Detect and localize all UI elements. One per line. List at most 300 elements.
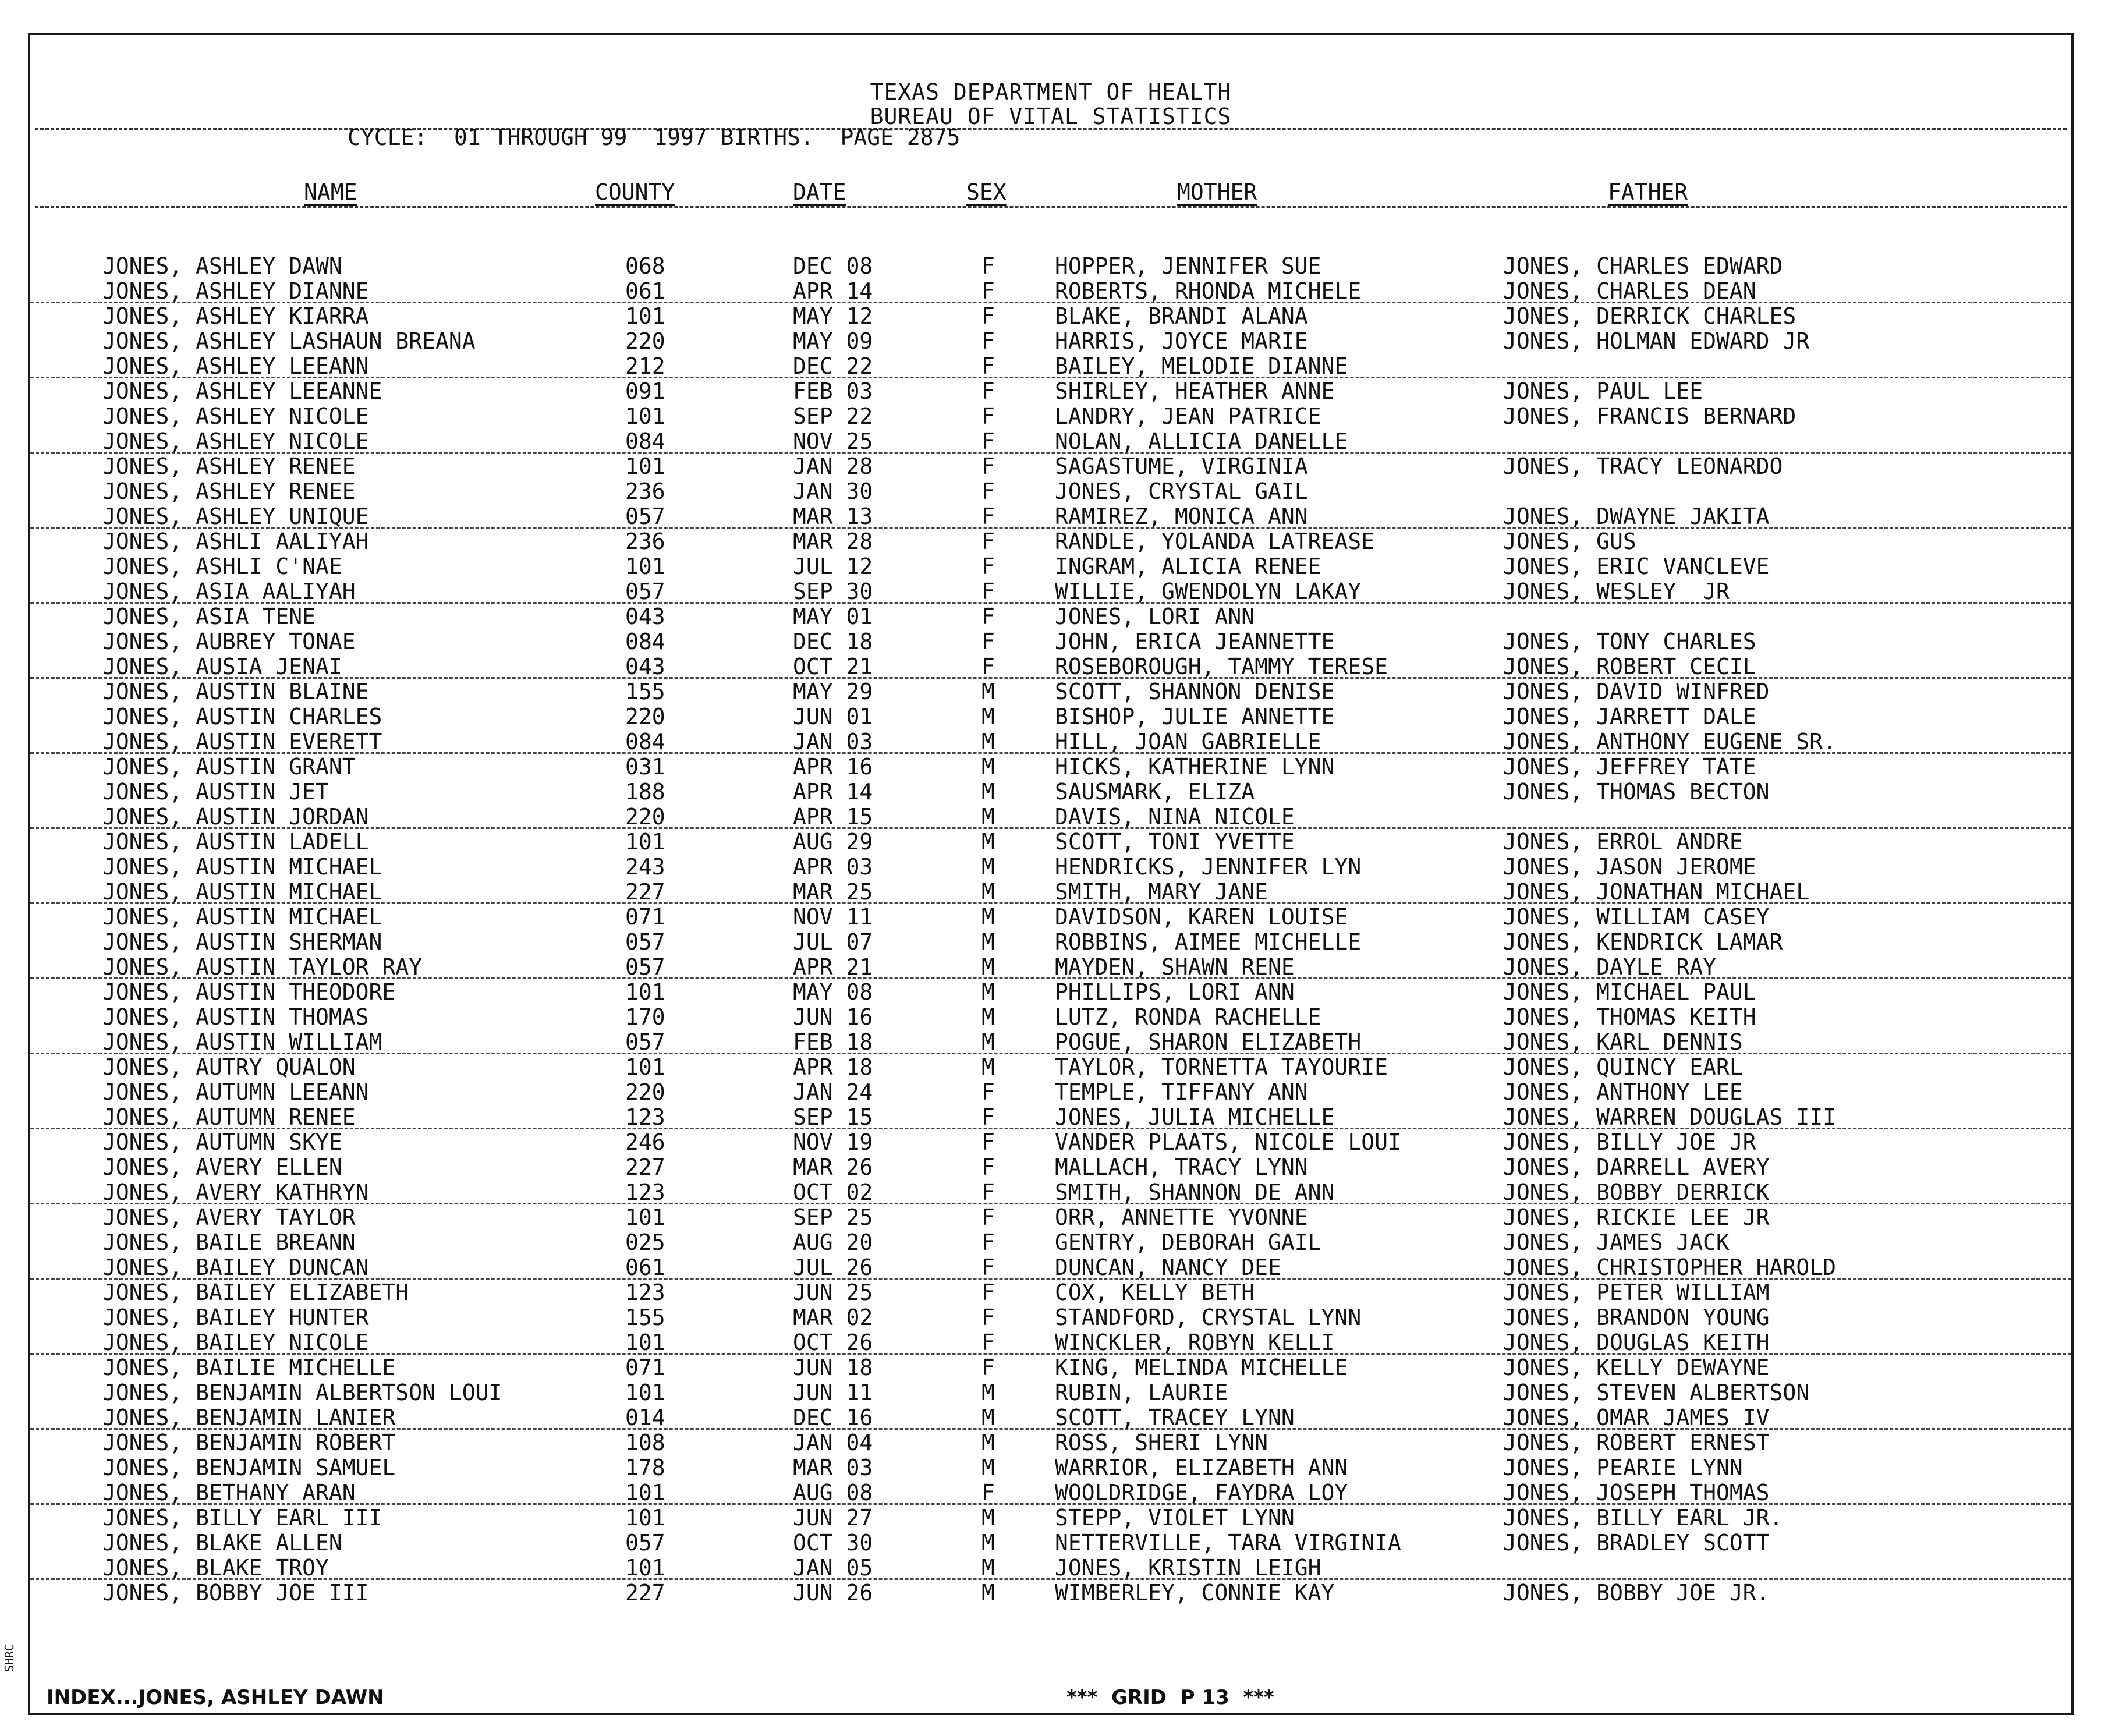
cell-name: JONES, BLAKE TROY [102,1555,329,1581]
cell-father: JONES, WARREN DOUGLAS III [1503,1104,1836,1130]
cell-date: JAN 05 [793,1555,873,1581]
header-divider [35,128,2067,130]
table-row [30,1255,2071,1280]
cell-father: JONES, WESLEY JR [1503,579,1730,604]
table-row [30,1330,2071,1355]
cell-father: JONES, QUINCY EARL [1503,1054,1743,1080]
cell-date: MAR 25 [793,879,873,905]
cell-name: JONES, AUSTIN THOMAS [102,1004,369,1030]
cell-county: 101 [625,303,665,329]
cell-sex: F [981,479,995,504]
cell-father: JONES, RICKIE LEE JR [1503,1204,1770,1230]
cell-name: JONES, ASHLEY LEEANNE [102,378,382,404]
cell-mother: JOHN, ERICA JEANNETTE [1055,629,1335,654]
cell-sex: M [981,879,995,905]
table-row [30,1204,2071,1230]
cell-name: JONES, ASIA TENE [102,604,316,629]
table-row [30,1305,2071,1330]
cell-mother: WOOLDRIDGE, FAYDRA LOY [1055,1480,1348,1505]
cell-father: JONES, KENDRICK LAMAR [1503,929,1783,955]
table-row [30,1505,2071,1530]
cell-sex: F [981,428,995,454]
table-row [30,403,2071,428]
cell-name: JONES, AUSTIN EVERETT [102,729,382,754]
table-row [30,1079,2071,1104]
cell-sex: M [981,1430,995,1455]
cell-mother: MALLACH, TRACY LYNN [1055,1154,1308,1180]
cell-sex: M [981,979,995,1005]
cell-date: OCT 21 [793,654,873,679]
cell-sex: F [981,1305,995,1330]
cell-name: JONES, AUSTIN MICHAEL [102,879,382,905]
table-row [30,529,2071,554]
cell-name: JONES, ASHLEY NICOLE [102,403,369,429]
cell-father: JONES, BRADLEY SCOTT [1503,1530,1770,1556]
cell-sex: F [981,1104,995,1130]
cell-sex: M [981,1555,995,1581]
agency-title: TEXAS DEPARTMENT OF HEALTH [870,79,1232,105]
cell-father: JONES, DWAYNE JAKITA [1503,504,1770,529]
cell-county: 220 [625,804,665,830]
cell-mother: WIMBERLEY, CONNIE KAY [1055,1580,1335,1606]
cell-sex: M [981,854,995,880]
cell-county: 043 [625,654,665,679]
table-row [30,629,2071,654]
cell-father: JONES, THOMAS BECTON [1503,779,1770,805]
table-row [30,1054,2071,1079]
cell-county: 101 [625,1054,665,1080]
cell-sex: F [981,353,995,379]
cell-county: 057 [625,954,665,980]
cell-sex: M [981,1054,995,1080]
cell-county: 101 [625,1505,665,1530]
cell-mother: JONES, CRYSTAL GAIL [1055,479,1308,504]
table-row [30,779,2071,804]
cell-mother: WARRIOR, ELIZABETH ANN [1055,1455,1348,1480]
cell-mother: ORR, ANNETTE YVONNE [1055,1204,1308,1230]
cell-sex: F [981,1230,995,1255]
cell-name: JONES, BLAKE ALLEN [102,1530,342,1556]
table-row [30,979,2071,1004]
cell-mother: JONES, LORI ANN [1055,604,1255,629]
cell-name: JONES, ASHLEY RENEE [102,454,356,479]
cell-county: 071 [625,1355,665,1380]
cell-sex: M [981,1029,995,1055]
column-header-divider [35,206,2067,208]
cycle-line: CYCLE: 01 THROUGH 99 1997 BIRTHS. PAGE 2875 [348,125,961,150]
cell-county: 101 [625,1555,665,1581]
cell-date: AUG 29 [793,829,873,855]
cell-date: DEC 16 [793,1405,873,1430]
cell-father: JONES, JAMES JACK [1503,1230,1730,1255]
cell-mother: SCOTT, TONI YVETTE [1055,829,1295,855]
cell-father: JONES, KELLY DEWAYNE [1503,1355,1770,1380]
cell-name: JONES, BENJAMIN LANIER [102,1405,396,1430]
table-row [30,1004,2071,1029]
cell-mother: JONES, JULIA MICHELLE [1055,1104,1335,1130]
cell-county: 071 [625,904,665,930]
cell-sex: F [981,253,995,279]
cell-mother: ROSS, SHERI LYNN [1055,1430,1268,1455]
cell-date: JUN 11 [793,1380,873,1405]
cell-sex: F [981,604,995,629]
cell-mother: INGRAM, ALICIA RENEE [1055,554,1321,579]
cell-date: FEB 03 [793,378,873,404]
table-row [30,479,2071,504]
table-row [30,454,2071,479]
cell-name: JONES, ASHLI AALIYAH [102,529,369,554]
cell-father: JONES, ROBERT ERNEST [1503,1430,1770,1455]
cell-county: 123 [625,1179,665,1205]
cell-sex: M [981,1405,995,1430]
cell-county: 057 [625,1029,665,1055]
cell-date: SEP 15 [793,1104,873,1130]
cell-sex: F [981,303,995,329]
cell-name: JONES, AVERY TAYLOR [102,1204,356,1230]
cell-mother: POGUE, SHARON ELIZABETH [1055,1029,1362,1055]
register-page [28,33,2074,1715]
cell-date: APR 21 [793,954,873,980]
cell-father: JONES, BRANDON YOUNG [1503,1305,1770,1330]
cell-county: 123 [625,1280,665,1305]
col-father-header: FATHER [1608,179,1688,205]
cell-county: 246 [625,1129,665,1155]
cell-mother: SAGASTUME, VIRGINIA [1055,454,1308,479]
cell-name: JONES, BENJAMIN ALBERTSON LOUI [102,1380,502,1405]
table-row [30,829,2071,854]
cell-mother: SMITH, MARY JANE [1055,879,1268,905]
cell-sex: F [981,1154,995,1180]
cell-sex: F [981,328,995,354]
cell-sex: M [981,704,995,729]
cell-name: JONES, AUSTIN SHERMAN [102,929,382,955]
cell-mother: STEPP, VIOLET LYNN [1055,1505,1295,1530]
cell-father: JONES, PEARIE LYNN [1503,1455,1743,1480]
cell-mother: ROBBINS, AIMEE MICHELLE [1055,929,1362,955]
cell-father: JONES, PETER WILLIAM [1503,1280,1770,1305]
cell-mother: HARRIS, JOYCE MARIE [1055,328,1308,354]
cell-father: JONES, PAUL LEE [1503,378,1703,404]
cell-date: SEP 30 [793,579,873,604]
table-row [30,1430,2071,1455]
table-row [30,879,2071,904]
cell-date: APR 15 [793,804,873,830]
cell-mother: STANDFORD, CRYSTAL LYNN [1055,1305,1362,1330]
cell-county: 101 [625,1330,665,1355]
table-row [30,1230,2071,1255]
table-row [30,729,2071,754]
cell-county: 101 [625,403,665,429]
cell-father: JONES, ANTHONY LEE [1503,1079,1743,1105]
cell-county: 155 [625,679,665,704]
cell-sex: F [981,629,995,654]
cell-date: JUL 07 [793,929,873,955]
cell-county: 084 [625,629,665,654]
table-row [30,1530,2071,1555]
table-row [30,1480,2071,1505]
cell-county: 170 [625,1004,665,1030]
cell-date: APR 03 [793,854,873,880]
table-row [30,1555,2071,1580]
cell-sex: M [981,729,995,754]
cell-name: JONES, BETHANY ARAN [102,1480,356,1505]
cell-name: JONES, ASHLEY UNIQUE [102,504,369,529]
cell-father: JONES, ERROL ANDRE [1503,829,1743,855]
cell-sex: F [981,1355,995,1380]
cell-name: JONES, AVERY ELLEN [102,1154,342,1180]
cell-sex: M [981,929,995,955]
table-row [30,504,2071,529]
cell-mother: SAUSMARK, ELIZA [1055,779,1255,805]
cell-sex: F [981,278,995,304]
cell-mother: COX, KELLY BETH [1055,1280,1255,1305]
table-row [30,1380,2071,1405]
cell-mother: HOPPER, JENNIFER SUE [1055,253,1321,279]
cell-date: NOV 11 [793,904,873,930]
cell-mother: WILLIE, GWENDOLYN LAKAY [1055,579,1362,604]
cell-sex: F [981,454,995,479]
cell-mother: HILL, JOAN GABRIELLE [1055,729,1321,754]
col-date-header: DATE [793,179,846,205]
cell-mother: HENDRICKS, JENNIFER LYN [1055,854,1362,880]
cell-county: 227 [625,879,665,905]
cell-mother: MAYDEN, SHAWN RENE [1055,954,1295,980]
cell-father: JONES, KARL DENNIS [1503,1029,1743,1055]
cell-sex: F [981,554,995,579]
cell-father: JONES, TONY CHARLES [1503,629,1756,654]
cell-county: 188 [625,779,665,805]
cell-date: AUG 08 [793,1480,873,1505]
cell-county: 227 [625,1580,665,1606]
cell-date: JUN 01 [793,704,873,729]
cell-mother: LANDRY, JEAN PATRICE [1055,403,1321,429]
cell-name: JONES, AUTUMN SKYE [102,1129,342,1155]
cell-father: JONES, THOMAS KEITH [1503,1004,1756,1030]
cell-name: JONES, AUSTIN JORDAN [102,804,369,830]
cell-name: JONES, AUSTIN TAYLOR RAY [102,954,423,980]
cell-county: 236 [625,529,665,554]
table-row [30,1029,2071,1054]
table-row [30,353,2071,378]
table-row [30,579,2071,604]
cell-name: JONES, AUSTIN JET [102,779,329,805]
cell-father: JONES, FRANCIS BERNARD [1503,403,1796,429]
cell-father: JONES, DAVID WINFRED [1503,679,1770,704]
cell-sex: M [981,904,995,930]
cell-mother: NETTERVILLE, TARA VIRGINIA [1055,1530,1401,1556]
cell-sex: M [981,804,995,830]
table-row [30,604,2071,629]
table-row [30,328,2071,353]
table-row [30,679,2071,704]
cell-father: JONES, ANTHONY EUGENE SR. [1503,729,1836,754]
cell-county: 101 [625,1380,665,1405]
table-row [30,1104,2071,1129]
cell-county: 101 [625,454,665,479]
cell-name: JONES, AUSTIN THEODORE [102,979,396,1005]
cell-sex: F [981,1179,995,1205]
cell-date: AUG 20 [793,1230,873,1255]
cell-date: JAN 04 [793,1430,873,1455]
cell-name: JONES, ASHLEY DIANNE [102,278,369,304]
cell-county: 101 [625,1480,665,1505]
cell-county: 101 [625,829,665,855]
table-row [30,1355,2071,1380]
cell-county: 212 [625,353,665,379]
cell-county: 057 [625,1530,665,1556]
cell-sex: F [981,654,995,679]
cell-date: NOV 19 [793,1129,873,1155]
cell-sex: F [981,579,995,604]
cell-father: JONES, CHRISTOPHER HAROLD [1503,1255,1836,1280]
cell-sex: F [981,1280,995,1305]
cell-county: 220 [625,328,665,354]
cell-county: 227 [625,1154,665,1180]
cell-mother: RAMIREZ, MONICA ANN [1055,504,1308,529]
cell-sex: M [981,779,995,805]
cell-county: 084 [625,428,665,454]
table-row [30,1129,2071,1154]
cell-county: 043 [625,604,665,629]
table-row [30,278,2071,303]
cell-county: 014 [625,1405,665,1430]
cell-county: 084 [625,729,665,754]
cell-sex: F [981,1330,995,1355]
table-row [30,378,2071,403]
cell-date: MAY 29 [793,679,873,704]
table-row [30,854,2071,879]
cell-name: JONES, BILLY EARL III [102,1505,382,1530]
cell-date: JUN 27 [793,1505,873,1530]
cell-name: JONES, BAILIE MICHELLE [102,1355,396,1380]
cell-father: JONES, JEFFREY TATE [1503,754,1756,780]
cell-father: JONES, ERIC VANCLEVE [1503,554,1770,579]
cell-father: JONES, TRACY LEONARDO [1503,454,1783,479]
cell-date: JUL 12 [793,554,873,579]
cell-date: DEC 08 [793,253,873,279]
cell-sex: F [981,1204,995,1230]
cell-father: JONES, ROBERT CECIL [1503,654,1756,679]
cell-date: JAN 03 [793,729,873,754]
cell-county: 101 [625,554,665,579]
cell-mother: DUNCAN, NANCY DEE [1055,1255,1281,1280]
cell-sex: M [981,954,995,980]
cell-father: JONES, DOUGLAS KEITH [1503,1330,1770,1355]
cell-county: 031 [625,754,665,780]
cell-father: JONES, CHARLES DEAN [1503,278,1756,304]
cell-county: 108 [625,1430,665,1455]
cell-sex: F [981,1255,995,1280]
cell-date: JUN 25 [793,1280,873,1305]
cell-name: JONES, AUSTIN CHARLES [102,704,382,729]
cell-name: JONES, BAILEY NICOLE [102,1330,369,1355]
cell-name: JONES, BENJAMIN SAMUEL [102,1455,396,1480]
cell-name: JONES, ASHLEY DAWN [102,253,342,279]
cell-mother: GENTRY, DEBORAH GAIL [1055,1230,1321,1255]
cell-sex: M [981,1455,995,1480]
cell-mother: DAVIDSON, KAREN LOUISE [1055,904,1348,930]
cell-date: OCT 30 [793,1530,873,1556]
footer-grid: *** GRID P 13 *** [1066,1686,1274,1709]
cell-county: 101 [625,1204,665,1230]
table-row [30,754,2071,779]
cell-name: JONES, BOBBY JOE III [102,1580,369,1606]
cell-date: FEB 18 [793,1029,873,1055]
cell-county: 057 [625,504,665,529]
cell-sex: M [981,1380,995,1405]
cell-sex: M [981,1530,995,1556]
cell-date: SEP 22 [793,403,873,429]
table-row [30,1179,2071,1204]
cell-date: MAY 08 [793,979,873,1005]
table-row [30,1580,2071,1605]
cell-name: JONES, BENJAMIN ROBERT [102,1430,396,1455]
cell-county: 220 [625,704,665,729]
cell-mother: SMITH, SHANNON DE ANN [1055,1179,1335,1205]
cell-name: JONES, AUSTIN MICHAEL [102,904,382,930]
cell-name: JONES, BAILEY DUNCAN [102,1255,369,1280]
table-row [30,303,2071,328]
table-row [30,1405,2071,1430]
cell-mother: WINCKLER, ROBYN KELLI [1055,1330,1335,1355]
cell-name: JONES, BAILEY HUNTER [102,1305,369,1330]
cell-mother: BAILEY, MELODIE DIANNE [1055,353,1348,379]
cell-county: 057 [625,929,665,955]
cell-father: JONES, BILLY JOE JR [1503,1129,1756,1155]
cell-county: 155 [625,1305,665,1330]
cell-date: MAR 13 [793,504,873,529]
cell-father: JONES, JONATHAN MICHAEL [1503,879,1810,905]
cell-county: 061 [625,278,665,304]
cell-sex: F [981,403,995,429]
cell-mother: ROBERTS, RHONDA MICHELE [1055,278,1362,304]
cell-father: JONES, DARRELL AVERY [1503,1154,1770,1180]
table-row [30,428,2071,454]
cell-county: 057 [625,579,665,604]
cell-name: JONES, AUSTIN LADELL [102,829,369,855]
cell-mother: HICKS, KATHERINE LYNN [1055,754,1335,780]
cell-date: JUN 18 [793,1355,873,1380]
table-row [30,1154,2071,1179]
cell-date: SEP 25 [793,1204,873,1230]
cell-father: JONES, DAYLE RAY [1503,954,1717,980]
table-row [30,654,2071,679]
cell-date: APR 18 [793,1054,873,1080]
cell-county: 068 [625,253,665,279]
bureau-title: BUREAU OF VITAL STATISTICS [870,104,1232,129]
cell-date: MAY 12 [793,303,873,329]
col-sex-header: SEX [966,179,1007,205]
cell-father: JONES, DERRICK CHARLES [1503,303,1796,329]
cell-mother: VANDER PLAATS, NICOLE LOUI [1055,1129,1401,1155]
cell-county: 091 [625,378,665,404]
cell-county: 025 [625,1230,665,1255]
cell-date: OCT 02 [793,1179,873,1205]
table-row [30,253,2071,278]
cell-father: JONES, CHARLES EDWARD [1503,253,1783,279]
cell-name: JONES, AUTUMN LEEANN [102,1079,369,1105]
cell-mother: BLAKE, BRANDI ALANA [1055,303,1308,329]
col-mother-header: MOTHER [1177,179,1257,205]
col-county-header: COUNTY [595,179,675,205]
cell-sex: F [981,529,995,554]
cell-county: 101 [625,979,665,1005]
cell-date: MAY 01 [793,604,873,629]
cell-date: JAN 28 [793,454,873,479]
cell-name: JONES, ASHLEY LEEANN [102,353,369,379]
cell-county: 220 [625,1079,665,1105]
col-name-header: NAME [304,179,357,205]
